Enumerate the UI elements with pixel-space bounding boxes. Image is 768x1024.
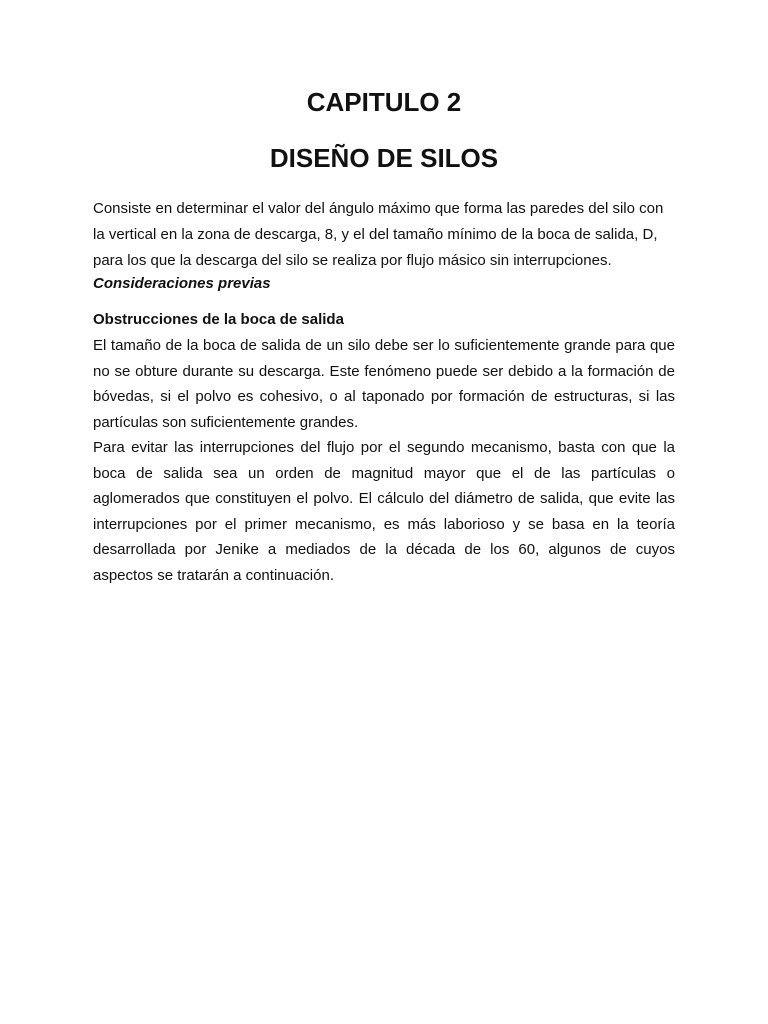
body-text xyxy=(93,333,675,588)
body-paragraph-1: El tamaño de la boca de salida de un silo debe ser lo suficientemente grande para que no se obture durante su descarga. Este fenómeno puede ser debido a la formación de bóvedas, si el polvo es cohesivo, o al taponado por formación de estructuras, si las partículas son suficientemente grandes. xyxy=(93,337,675,431)
body-paragraph-2: Para evitar las interrupciones del flujo por el segundo mecanismo, basta con que la boca de salida sea un orden de magnitud mayor que el de las partículas o aglomerados que constituyen el polvo. El cálculo del diámetro de salida, que evite las interrupciones por el primer mecanismo, es más laborioso y se basa en la teoría desarrollada por Jenike a mediados de la década de los 60, algunos de cuyos aspectos se tratarán a continuación. xyxy=(93,439,675,584)
chapter-title: DISEÑO DE SILOS xyxy=(269,143,499,173)
chapter-number: CAPITULO 2 xyxy=(306,87,462,117)
considerations-heading: Consideraciones previas xyxy=(93,275,271,292)
intro-paragraph: Consiste en determinar el valor del ángulo máximo que forma las paredes del silo con la vertical en la zona de descarga, 8, y el del tamaño mínimo de la boca de salida, D, para los que la descarga del silo se realiza por flujo másico sin interrupciones. xyxy=(93,200,664,269)
subsection-heading: Obstrucciones de la boca de salida xyxy=(93,311,344,328)
